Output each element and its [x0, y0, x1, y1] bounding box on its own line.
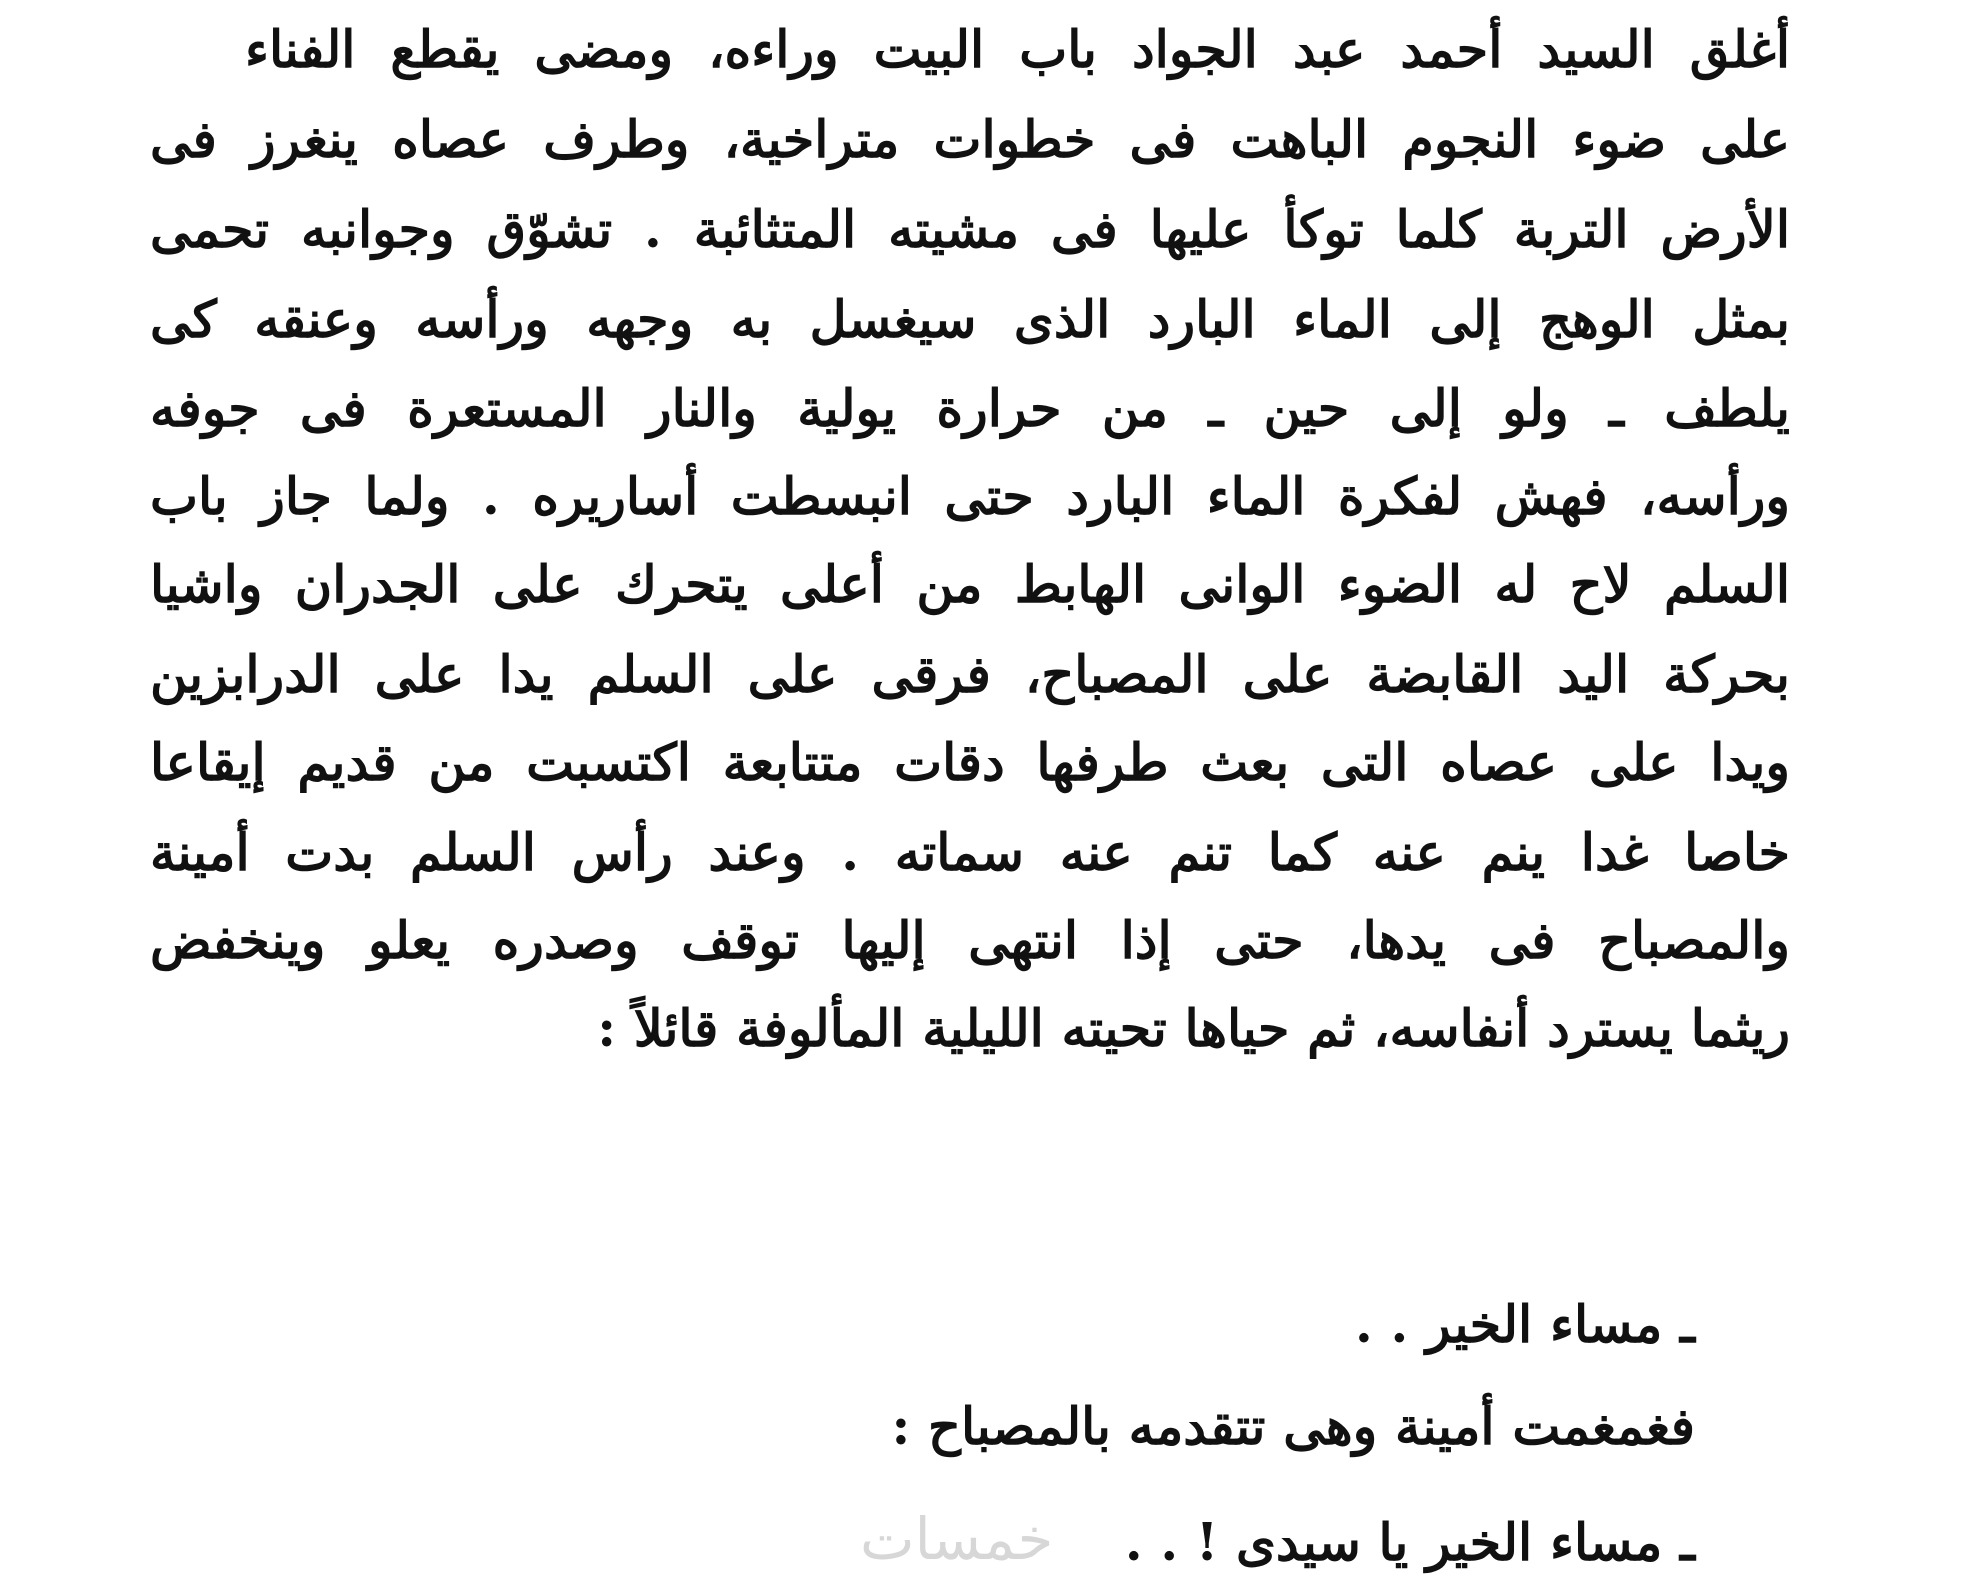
dialog-line-3: ـ مساء الخير يا سيدى ! . . — [1124, 1513, 1695, 1573]
paragraph-line-1: أغلق السيد أحمد عبد الجواد باب البيت وراءه، ومضى يقطع الفناء — [245, 20, 1790, 80]
paragraph-line-4: بمثل الوهج إلى الماء البارد الذى سيغسل به وجهه ورأسه وعنقه كى — [150, 290, 1790, 350]
paragraph-line-3: الأرض التربة كلما توكأ عليها فى مشيته المتثائبة . تشوّق وجوانبه تحمى — [150, 200, 1790, 260]
paragraph-line-12: ريثما يسترد أنفاسه، ثم حياها تحيته الليلية المألوفة قائلاً : — [597, 999, 1790, 1059]
paragraph-line-10: خاصا غدا ينم عنه كما تنم عنه سماته . وعند رأس السلم بدت أمينة — [150, 823, 1790, 883]
paragraph-line-2: على ضوء النجوم الباهت فى خطوات متراخية، وطرف عصاه ينغرز فى — [150, 110, 1790, 170]
page-body — [150, 0, 1790, 1595]
paragraph-line-8: بحركة اليد القابضة على المصباح، فرقى على السلم يدا على الدرابزين — [150, 645, 1790, 705]
paragraph-line-11: والمصباح فى يدها، حتى إذا انتهى إليها توقف وصدره يعلو وينخفض — [150, 911, 1790, 971]
dialog-line-1: ـ مساء الخير . . — [1355, 1295, 1695, 1355]
watermark-logo: خمسات — [860, 1505, 1054, 1573]
dialog-line-2: فغمغمت أمينة وهى تتقدمه بالمصباح : — [891, 1397, 1695, 1457]
paragraph-line-5: يلطف ـ ولو إلى حين ـ من حرارة يولية والنار المستعرة فى جوفه — [150, 379, 1790, 439]
paragraph-line-6: ورأسه، فهش لفكرة الماء البارد حتى انبسطت أساريره . ولما جاز باب — [150, 467, 1790, 527]
paragraph-line-7: السلم لاح له الضوء الوانى الهابط من أعلى يتحرك على الجدران واشيا — [150, 555, 1790, 615]
paragraph-line-9: ويدا على عصاه التى بعث طرفها دقات متتابعة اكتسبت من قديم إيقاعا — [150, 733, 1790, 793]
